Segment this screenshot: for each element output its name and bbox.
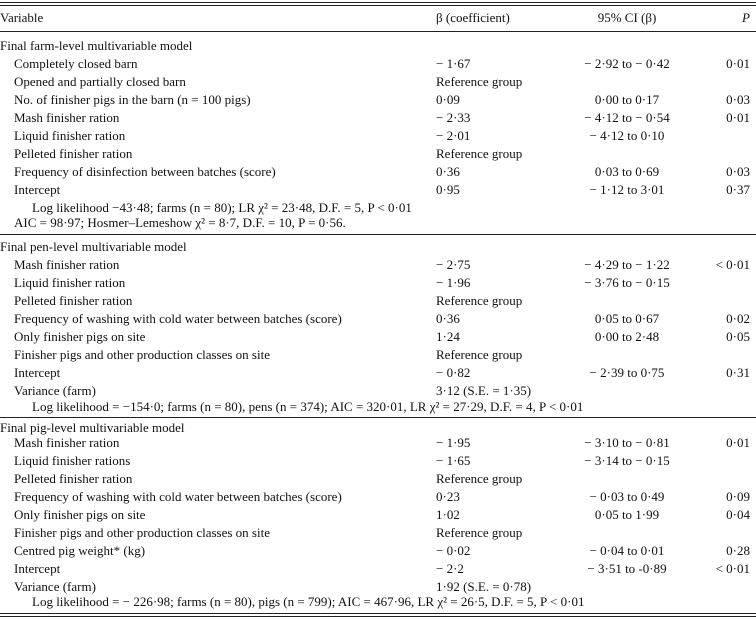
row-beta: − 1·67	[436, 56, 471, 71]
row-variable: Variance (farm)	[14, 579, 96, 594]
row-variable: No. of finisher pigs in the barn (n = 100 pigs)	[14, 92, 251, 107]
row-beta: 1·92 (S.E. = 0·78)	[436, 579, 532, 594]
row-variable: Only finisher pigs on site	[14, 329, 146, 344]
row-p: 0·37	[726, 182, 750, 197]
row-ci: − 0·03 to 0·49	[589, 489, 665, 504]
row-variable: Mash finisher ration	[14, 110, 120, 125]
row-variable: Centred pig weight* (kg)	[14, 543, 146, 558]
row-ci: − 4·29 to − 1·22	[584, 257, 670, 272]
row-p: 0·03	[726, 92, 750, 107]
row-p: 0·05	[726, 329, 750, 344]
row-beta: Reference group	[436, 471, 523, 486]
row-beta: Reference group	[436, 525, 523, 540]
row-variable: Intercept	[14, 561, 61, 576]
row-p: < 0·01	[715, 257, 750, 272]
row-ci: − 0·04 to 0·01	[589, 543, 665, 558]
row-variable: Mash finisher ration	[14, 257, 120, 272]
row-p: < 0·01	[715, 561, 750, 576]
header-p: P	[742, 10, 750, 25]
row-ci: − 2·92 to − 0·42	[584, 56, 670, 71]
row-p: 0·01	[726, 110, 750, 125]
table-row	[0, 256, 756, 274]
row-ci: − 1·12 to 3·01	[589, 182, 665, 197]
farm-fit-line-2: AIC = 98·97; Hosmer–Lemeshow χ² = 8·7, D.F. = 10, P = 0·56.	[14, 215, 346, 230]
row-ci: 0·00 to 2·48	[594, 329, 660, 344]
row-variable: Frequency of washing with cold water between batches (score)	[14, 311, 342, 326]
row-variable: Only finisher pigs on site	[14, 507, 146, 522]
row-ci: 0·05 to 0·67	[594, 311, 660, 326]
table-row	[0, 292, 756, 310]
row-variable: Intercept	[14, 365, 61, 380]
table-row	[0, 91, 756, 109]
header-ci: 95% CI (β)	[597, 10, 657, 25]
top-rule-double	[0, 5, 756, 6]
table-row	[0, 310, 756, 328]
row-variable: Frequency of washing with cold water between batches (score)	[14, 489, 342, 504]
row-beta: − 2·2	[436, 561, 464, 576]
row-variable: Intercept	[14, 182, 61, 197]
table-row	[0, 364, 756, 382]
table-row	[0, 274, 756, 292]
table-row	[0, 524, 756, 542]
row-ci: − 3·51 to -0·89	[587, 561, 667, 576]
row-ci: − 4·12 to 0·10	[589, 128, 665, 143]
row-variable: Opened and partially closed barn	[14, 74, 186, 89]
row-ci: − 3·10 to − 0·81	[584, 435, 670, 450]
section-title-pen: Final pen-level multivariable model	[0, 239, 187, 254]
row-beta: 0·36	[436, 164, 460, 179]
row-beta: Reference group	[436, 347, 523, 362]
row-variable: Mash finisher ration	[14, 435, 120, 450]
header-variable: Variable	[0, 10, 44, 25]
row-p: 0·09	[726, 489, 750, 504]
row-p: 0·03	[726, 164, 750, 179]
row-beta: 1·02	[436, 507, 460, 522]
row-beta: Reference group	[436, 146, 523, 161]
row-beta: − 1·65	[436, 453, 471, 468]
row-beta: − 0·02	[436, 543, 471, 558]
row-beta: 0·23	[436, 489, 460, 504]
row-variable: Liquid finisher rations	[14, 453, 131, 468]
row-p: 0·01	[726, 435, 750, 450]
row-ci: − 3·76 to − 0·15	[584, 275, 670, 290]
row-beta: − 1·95	[436, 435, 471, 450]
bottom-rule	[0, 613, 756, 614]
table-row	[0, 163, 756, 181]
table-row	[0, 506, 756, 524]
table-row	[0, 55, 756, 73]
row-variable: Frequency of disinfection between batches (score)	[14, 164, 276, 179]
row-p: 0·31	[726, 365, 750, 380]
pig-fit-line-1: Log likelihood = − 226·98; farms (n = 80), pigs (n = 799); AIC = 467·96, LR χ² = 26·5, D.F. = 5, P < 0·01	[32, 594, 585, 609]
row-variable: Finisher pigs and other production classes on site	[14, 525, 270, 540]
table-row	[0, 109, 756, 127]
header-beta: β (coefficient)	[436, 10, 510, 25]
table-row	[0, 127, 756, 145]
row-p: 0·02	[726, 311, 750, 326]
row-variable: Pelleted finisher ration	[14, 471, 133, 486]
row-ci: − 4·12 to − 0·54	[584, 110, 670, 125]
bottom-rule-double	[0, 616, 756, 617]
row-beta: 0·36	[436, 311, 460, 326]
row-variable: Pelleted finisher ration	[14, 293, 133, 308]
row-variable: Completely closed barn	[14, 56, 138, 71]
pen-fit-line-1: Log likelihood = −154·0; farms (n = 80), pens (n = 374); AIC = 320·01, LR χ² = 27·29, D.F. = 4, P < 0·01	[32, 399, 584, 414]
table-row	[0, 328, 756, 346]
row-p: 0·01	[726, 56, 750, 71]
row-beta: 3·12 (S.E. = 1·35)	[436, 383, 532, 398]
row-beta: 1·24	[436, 329, 460, 344]
row-variable: Liquid finisher ration	[14, 275, 126, 290]
table-row	[0, 560, 756, 578]
row-beta: − 1·96	[436, 275, 471, 290]
header-rule	[0, 31, 756, 32]
top-rule	[0, 2, 756, 3]
row-beta: − 2·75	[436, 257, 471, 272]
row-p: 0·04	[726, 507, 750, 522]
table-row	[0, 452, 756, 470]
row-beta: Reference group	[436, 293, 523, 308]
pen-rule	[0, 417, 756, 418]
row-p: 0·28	[726, 543, 750, 558]
table-row	[0, 346, 756, 364]
row-ci: 0·03 to 0·69	[594, 164, 660, 179]
farm-rule	[0, 234, 756, 235]
table-row	[0, 145, 756, 163]
row-beta: Reference group	[436, 74, 523, 89]
farm-fit-line-1: Log likelihood −43·48; farms (n = 80); LR χ² = 23·48, D.F. = 5, P < 0·01	[32, 200, 412, 215]
row-beta: − 2·33	[436, 110, 471, 125]
table-row	[0, 434, 756, 452]
row-beta: 0·95	[436, 182, 460, 197]
table-row	[0, 73, 756, 91]
section-title-farm: Final farm-level multivariable model	[0, 38, 193, 53]
row-ci: − 3·14 to − 0·15	[584, 453, 670, 468]
row-beta: − 2·01	[436, 128, 471, 143]
row-variable: Liquid finisher ration	[14, 128, 126, 143]
row-ci: 0·00 to 0·17	[594, 92, 660, 107]
row-beta: − 0·82	[436, 365, 471, 380]
row-beta: 0·09	[436, 92, 460, 107]
row-variable: Variance (farm)	[14, 383, 96, 398]
row-ci: 0·05 to 1·99	[594, 507, 660, 522]
row-ci: − 2·39 to 0·75	[589, 365, 665, 380]
table-row	[0, 470, 756, 488]
table-row	[0, 488, 756, 506]
row-variable: Pelleted finisher ration	[14, 146, 133, 161]
header-row	[0, 9, 756, 27]
table-row	[0, 542, 756, 560]
row-variable: Finisher pigs and other production classes on site	[14, 347, 270, 362]
section-title-pig: Final pig-level multivariable model	[0, 420, 185, 435]
table-row	[0, 181, 756, 199]
